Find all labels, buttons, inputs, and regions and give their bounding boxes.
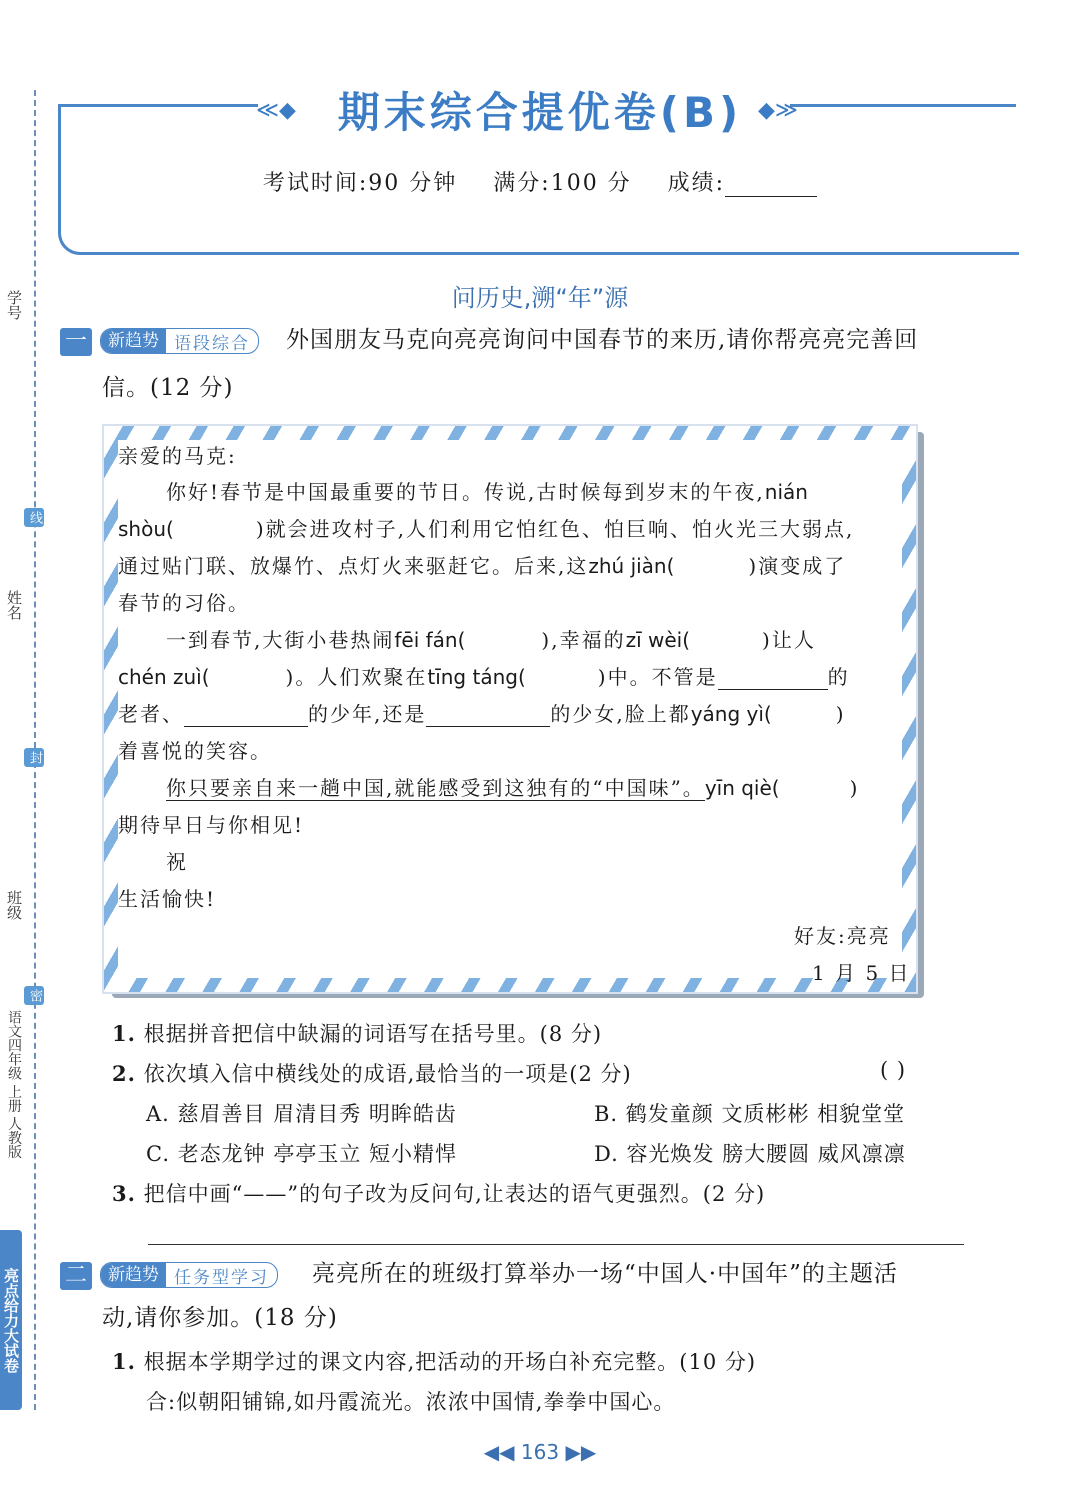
- name-label: 姓名: [5, 590, 23, 620]
- section2-badge: [100, 1262, 278, 1288]
- idiom-blank-1[interactable]: [718, 669, 828, 690]
- letter-line7: 老者、 的少年,还是 的少女,脸上都yáng yì( ): [118, 702, 846, 726]
- question-2-1: 1. 根据本学期学过的课文内容,把活动的开场白补充完整。(10 分): [112, 1349, 757, 1374]
- option-c: C. 老态龙钟 亭亭玉立 短小精悍: [146, 1142, 458, 1166]
- letter-line8: 着喜悦的笑容。: [118, 739, 272, 763]
- section2-prompt-line2: 动,请你参加。(18 分): [102, 1305, 338, 1331]
- prev-arrow-icon: ◀◀: [483, 1440, 515, 1464]
- ornament-right-icon: ◆≫: [758, 98, 798, 123]
- answer-paren[interactable]: ( ): [880, 1058, 907, 1082]
- binding-tag-xian: 线: [24, 508, 44, 527]
- score-label: 成绩:: [667, 171, 726, 196]
- page-title: 期末综合提优卷(B): [337, 88, 743, 137]
- book-info: 语文四年级 上册 人教版: [6, 1010, 22, 1159]
- letter-date: 1 月 5 日: [812, 961, 911, 985]
- next-arrow-icon: ▶▶: [565, 1440, 597, 1464]
- letter-line1: 你好!春节是中国最重要的节日。传说,古时候每到岁末的午夜,nián: [166, 480, 808, 504]
- brand-strip: 亮点给力大试卷: [0, 1230, 22, 1410]
- letter-line2: shòu( )就会进攻村子,人们利用它怕红色、怕巨响、怕火光三大弱点,: [118, 517, 855, 541]
- section2-badge-sub: 任务型学习: [174, 1267, 269, 1288]
- student-id-label: 学号: [5, 290, 23, 320]
- letter-line11: 祝: [166, 850, 188, 874]
- question-1-2: 2. 依次填入信中横线处的成语,最恰当的一项是(2 分): [112, 1061, 632, 1086]
- underlined-sentence: 你只要亲自来一趟中国,就能感受到这独有的“中国味”。: [166, 776, 705, 800]
- letter-line4: 春节的习俗。: [118, 591, 250, 615]
- letter-line6: chén zuì( )。人们欢聚在tīng táng( )中。不管是 的: [118, 665, 850, 689]
- letter-line12: 生活愉快!: [118, 887, 217, 911]
- section1-badge: [100, 328, 259, 354]
- section2-number: 二: [60, 1262, 92, 1290]
- letter-signature: 好友:亮亮: [794, 924, 891, 948]
- section1-prompt-line1: 外国朋友马克向亮亮询问中国春节的来历,请你帮亮亮完善回: [286, 327, 919, 353]
- section1-prompt-line2: 信。(12 分): [102, 375, 234, 401]
- question-1-3: 3. 把信中画“——”的句子改为反问句,让表达的语气更强烈。(2 分): [112, 1181, 766, 1206]
- idiom-blank-3[interactable]: [426, 706, 550, 727]
- exam-time: 考试时间:90 分钟: [262, 171, 458, 196]
- letter-line3: 通过贴门联、放爆竹、点灯火来驱赶它。后来,这zhú jiàn( )演变成了: [118, 554, 847, 578]
- option-d: D. 容光焕发 膀大腰圆 威风凛凛: [594, 1142, 906, 1166]
- full-score: 满分:100 分: [493, 171, 632, 196]
- class-label: 班级: [5, 890, 23, 920]
- letter-line9: 你只要亲自来一趟中国,就能感受到这独有的“中国味”。yīn qiè( ): [166, 776, 860, 800]
- letter-salutation: 亲爱的马克:: [118, 444, 237, 468]
- section2-prompt-line1: 亮亮所在的班级打算举办一场“中国人·中国年”的主题活: [312, 1261, 898, 1287]
- option-a: A. 慈眉善目 眉清目秀 明眸皓齿: [146, 1102, 457, 1126]
- section1-badge-main: 新趋势: [101, 329, 166, 353]
- question-1-1: 1. 根据拼音把信中缺漏的词语写在括号里。(8 分): [112, 1021, 603, 1046]
- section-subtitle: 问历史,溯“年”源: [451, 284, 629, 312]
- binding-tag-feng: 封: [24, 748, 44, 767]
- ornament-left-icon: ≪◆: [256, 98, 296, 123]
- letter-line5: 一到春节,大街小巷热闹fēi fán( ),幸福的zī wèi( )让人: [166, 628, 816, 652]
- letter-line10: 期待早日与你相见!: [118, 813, 305, 837]
- binding-tag-mi: 密: [24, 986, 44, 1005]
- score-field[interactable]: [725, 174, 817, 197]
- section1-number: 一: [60, 328, 92, 356]
- question-2-1-text: 合:似朝阳铺锦,如丹霞流光。浓浓中国情,拳拳中国心。: [146, 1390, 676, 1414]
- page-number: ◀◀ 163 ▶▶: [483, 1440, 597, 1464]
- idiom-blank-2[interactable]: [184, 706, 308, 727]
- exam-info: [0, 166, 1080, 197]
- section2-badge-main: 新趋势: [101, 1263, 166, 1287]
- section-divider: [148, 1244, 964, 1245]
- section1-badge-sub: 语段综合: [174, 333, 250, 354]
- option-b: B. 鹤发童颜 文质彬彬 相貌堂堂: [594, 1102, 906, 1126]
